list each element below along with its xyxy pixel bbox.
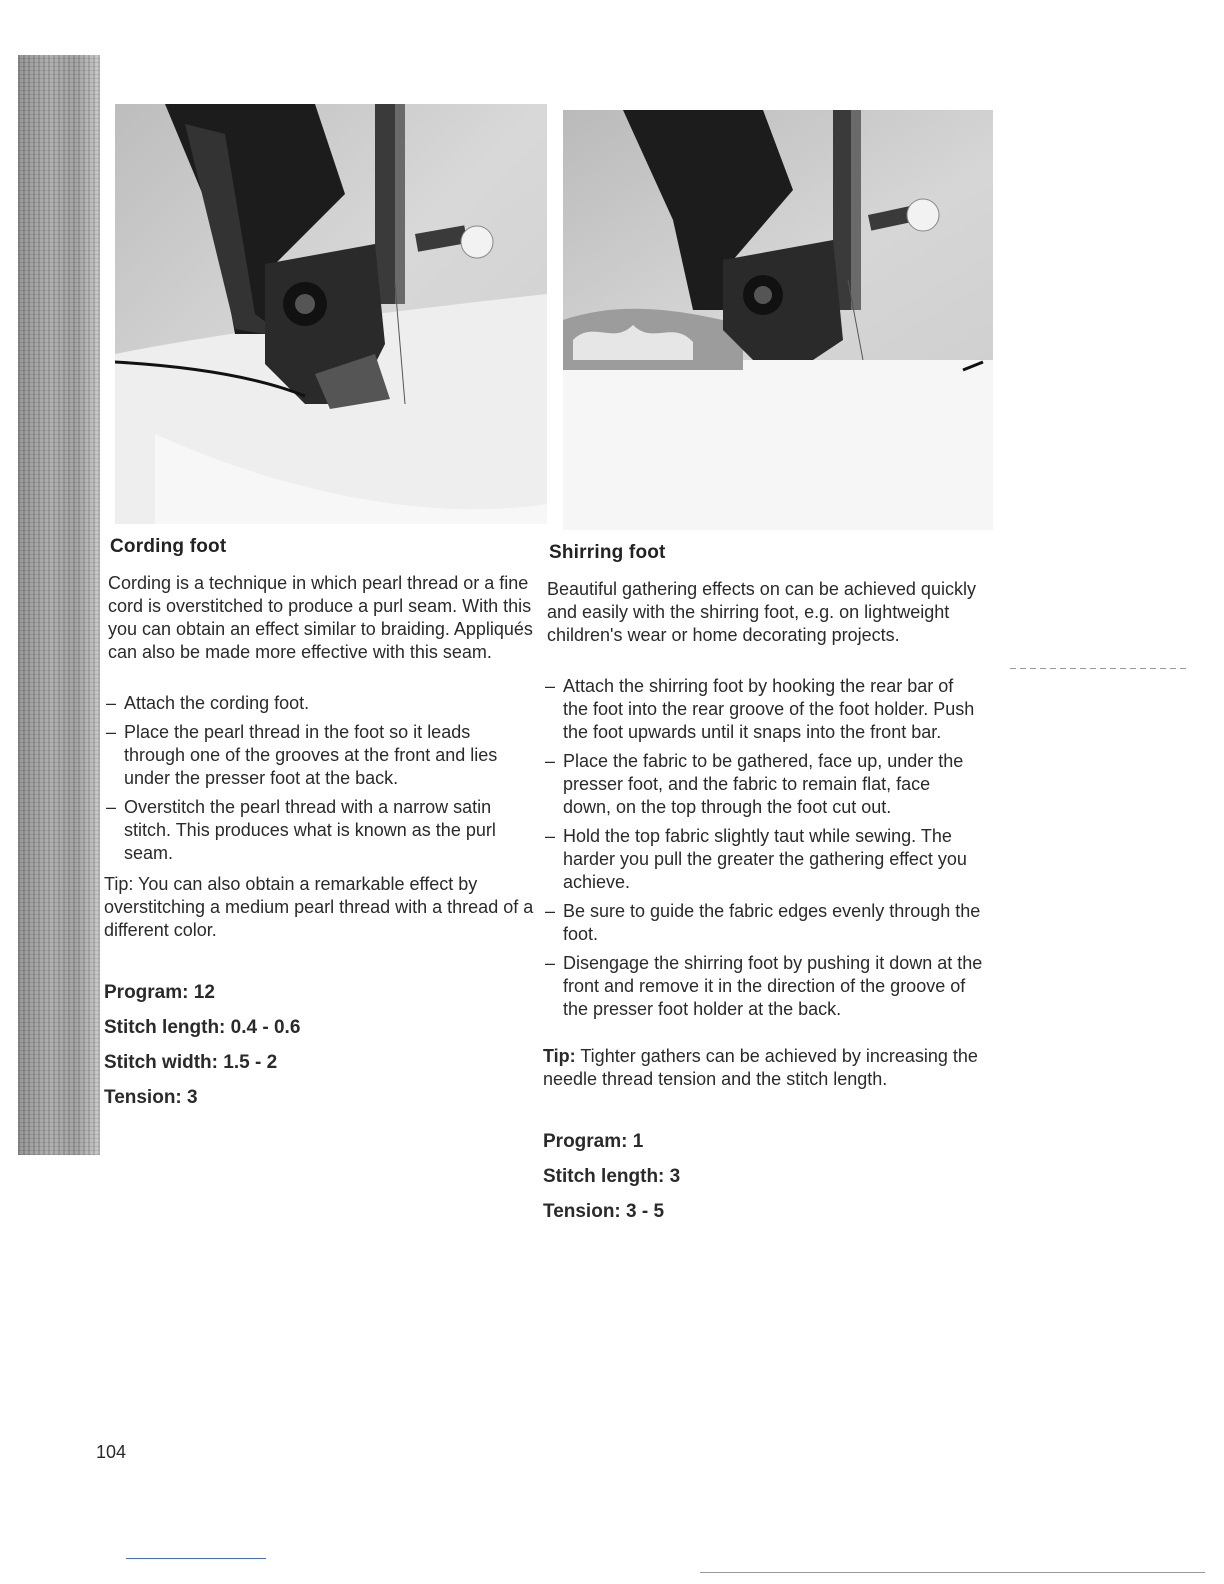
list-item: – Attach the shirring foot by hooking the rear bar of the foot into the rear groove of the foot holder. Push the foot upwards until it snaps into the front bar. <box>543 675 983 744</box>
shirring-foot-section <box>543 542 983 1236</box>
cording-foot-steps <box>104 692 534 865</box>
cording-foot-tip: Tip: You can also obtain a remarkable effect by overstitching a medium pearl thread with a thread of a different color. <box>104 874 534 940</box>
list-item: – Attach the cording foot. <box>104 692 534 715</box>
setting-stitch-length: Stitch length: 3 <box>543 1166 681 1187</box>
list-item: – Place the pearl thread in the foot so it leads through one of the grooves at the front and lies under the presser foot at the back. <box>104 721 534 790</box>
scan-edge-shadow <box>18 55 100 1155</box>
setting-program: Program: 1 <box>543 1131 644 1152</box>
list-item: – Be sure to guide the fabric edges evenly through the foot. <box>543 900 983 946</box>
page-number: 104 <box>96 1442 127 1462</box>
bottom-rule-right <box>700 1572 1205 1573</box>
list-item: – Disengage the shirring foot by pushing it down at the front and remove it in the direction of the groove of the presser foot holder at the back. <box>543 952 983 1021</box>
setting-stitch-width: Stitch width: 1.5 - 2 <box>104 1052 278 1073</box>
cording-foot-section <box>104 536 534 1122</box>
cording-foot-title: Cording foot <box>110 536 227 557</box>
list-item: – Hold the top fabric slightly taut while sewing. The harder you pull the greater the gathering effect you achieve. <box>543 825 983 894</box>
shirring-foot-settings <box>543 1131 983 1223</box>
setting-tension: Tension: 3 - 5 <box>543 1201 665 1222</box>
shirring-foot-photo <box>563 110 993 530</box>
cording-foot-photo <box>115 104 547 524</box>
list-item: – Place the fabric to be gathered, face up, under the presser foot, and the fabric to remain flat, face down, on the top through the foot cut out. <box>543 750 983 819</box>
bottom-rule <box>126 1558 266 1559</box>
setting-program: Program: 12 <box>104 982 215 1003</box>
shirring-foot-steps <box>543 675 983 1021</box>
setting-stitch-length: Stitch length: 0.4 - 0.6 <box>104 1017 301 1038</box>
shirring-foot-tip: Tip: Tighter gathers can be achieved by increasing the needle thread tension and the stitch length. <box>543 1046 978 1089</box>
shirring-foot-intro: Beautiful gathering effects on can be achieved quickly and easily with the shirring foot, e.g. on lightweight children's wear or home decorating projects. <box>547 579 976 645</box>
scan-mark <box>1010 668 1190 669</box>
shirring-foot-title: Shirring foot <box>549 542 666 563</box>
list-item: – Overstitch the pearl thread with a narrow satin stitch. This produces what is known as the purl seam. <box>104 796 534 865</box>
setting-tension: Tension: 3 <box>104 1087 198 1108</box>
cording-foot-intro: Cording is a technique in which pearl thread or a fine cord is overstitched to produce a purl seam. With this you can obtain an effect similar to braiding. Appliqués can also be made more effective with this seam. <box>108 573 533 662</box>
cording-foot-settings <box>104 982 534 1109</box>
